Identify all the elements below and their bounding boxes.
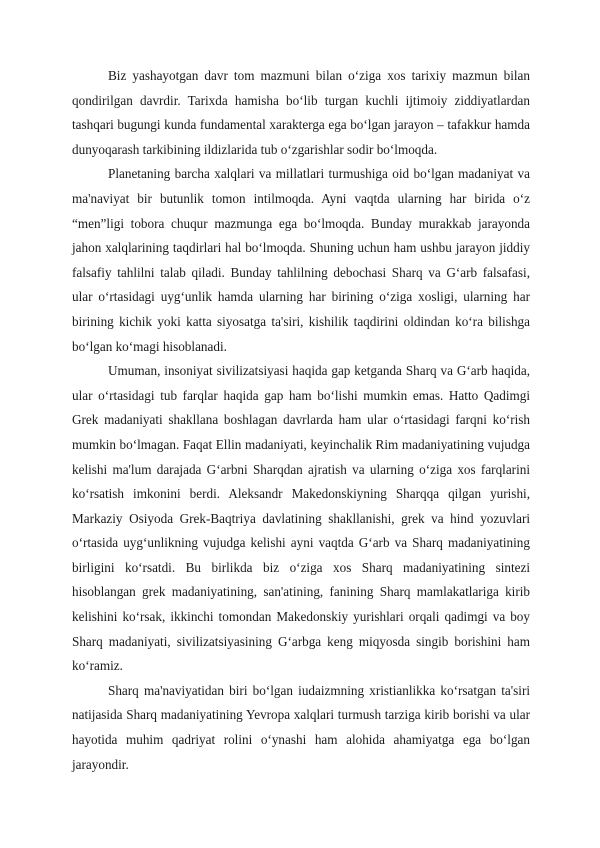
paragraph-2: Planetaning barcha xalqlari va millatlari turmushiga oid bo‘lgan madaniyat va ma'naviyat bir butunlik tomon intilmoqda. Ayni vaqtda ularning har birida o‘z “men”ligi tobora chuqur mazmunga ega bo‘lmoqda. Bunday murakkab jarayonda jahon xalqlarining taqdirlari hal bo‘lmoqda. Shuning uchun ham ushbu jarayon jiddiy falsafiy tahlilni talab qiladi. Bunday tahlilning debochasi Sharq va G‘arb falsafasi, ular o‘rtasidagi uyg‘unlik hamda ularning har birining o‘ziga xosligi, ularning har birining kichik yoki katta siyosatga ta'siri, kishilik taqdirini oldindan ko‘ra bilishga bo‘lgan ko‘magi hisoblanadi.: [72, 166, 530, 354]
paragraph-1: Biz yashayotgan davr tom mazmuni bilan o‘ziga xos tarixiy mazmun bilan qondirilgan davrdir. Tarixda hamisha bo‘lib turgan kuchli ijtimoiy ziddiyatlardan tashqari bugungi kunda fundamental xarakterga ega bo‘lgan jarayon – tafakkur hamda dunyoqarash tarkibining ildizlarida tub o‘zgarishlar sodir bo‘lmoqda.: [72, 68, 530, 157]
paragraph-4: Sharq ma'naviyatidan biri bo‘lgan iudaizmning xristianlikka ko‘rsatgan ta'siri natijasida Sharq madaniyatining Yevropa xalqlari turmush tarziga kirib borishi va ular hayotida muhim qadriyat rolini o‘ynashi ham alohida ahamiyatga ega bo‘lgan jarayondir.: [72, 682, 530, 772]
paragraph-3: Umuman, insoniyat sivilizatsiyasi haqida gap ketganda Sharq va G‘arb haqida, ular o‘rtasidagi tub farqlar haqida gap ham bo‘lishi mumkin emas. Hatto Qadimgi Grek madaniyati shakllana boshlagan davrlarda ham ular o‘rtasidagi farqni ko‘rish mumkin bo‘lmagan. Faqat Ellin madaniyati, keyinchalik Rim madaniyatining vujudga kelishi ma'lum darajada G‘arbni Sharqdan ajratish va ularning o‘ziga xos farqlarini ko‘rsatish imkonini berdi. Aleksandr Makedonskiyning Sharqqa qilgan yurishi, Markaziy Osiyoda Grek-Baqtriya davlatining shakllanishi, grek va hind yozuvlari o‘rtasida uyg‘unlikning vujudga kelishi ayni vaqtda G‘arb va Sharq madaniyatining birligini ko‘rsatdi. Bu birlikda biz o‘ziga xos Sharq madaniyatining sintezi hisoblangan grek madaniyatining, san'atining, fanining Sharq mamlakatlariga kirib kelishini ko‘rsak, ikkinchi tomondan Makedonskiy yurishlari orqali qadimgi va boy Sharq madaniyati, sivilizatsiyasining G‘arbga keng miqyosda singib borishini ham ko‘ramiz.: [72, 363, 530, 674]
document-page: [72, 64, 530, 777]
